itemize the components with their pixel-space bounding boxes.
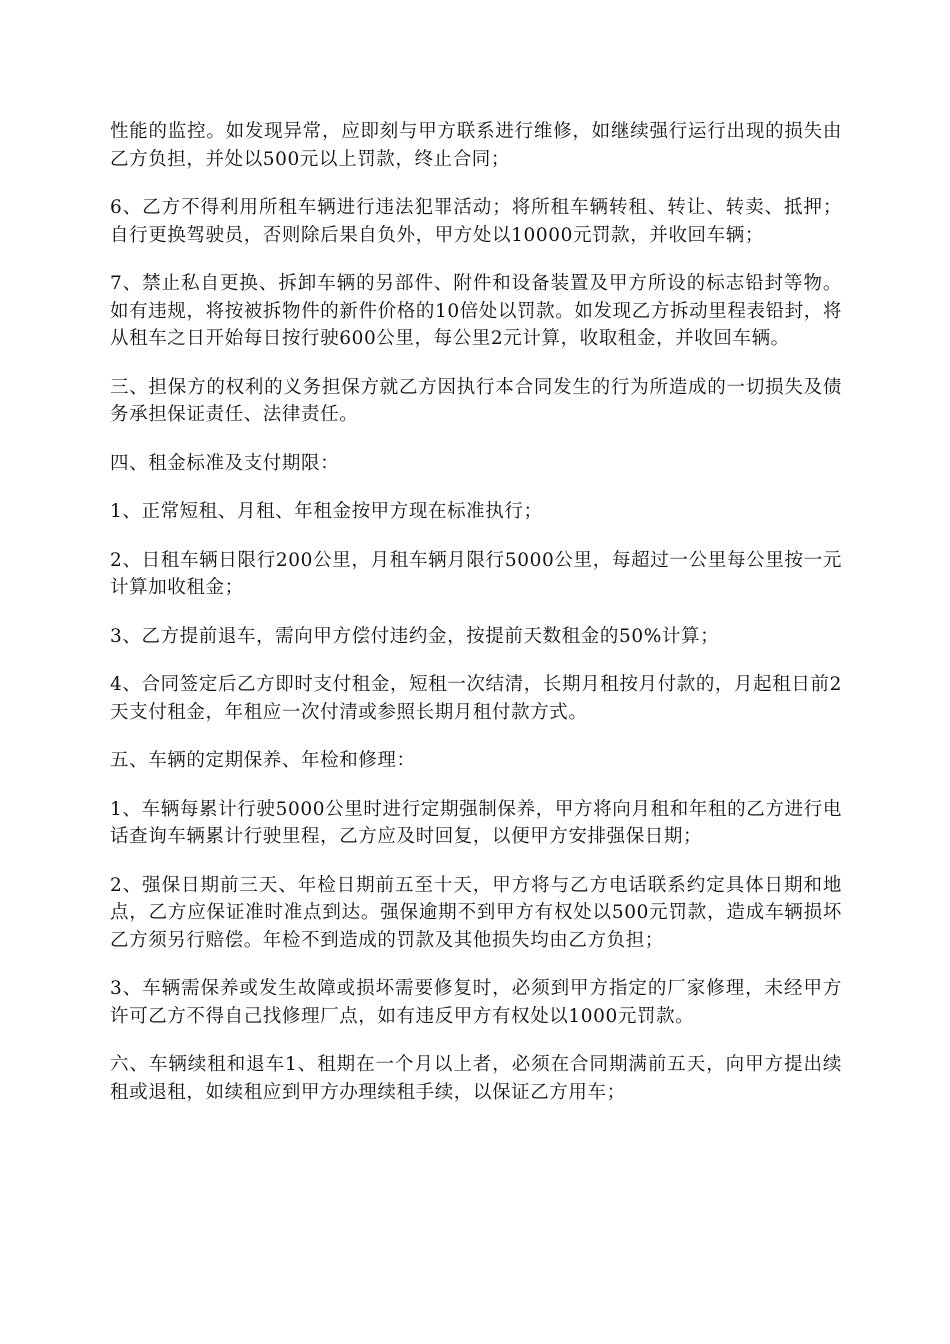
- paragraph-section-6-renewal: 六、车辆续租和退车1、租期在一个月以上者，必须在合同期满前五天，向甲方提出续租或退租，如续租应到甲方办理续租手续，以保证乙方用车；: [110, 1054, 842, 1103]
- paragraph-section-4-heading: 四、租金标准及支付期限：: [110, 452, 340, 474]
- paragraph-clause-6: 6、乙方不得利用所租车辆进行违法犯罪活动；将所租车辆转租、转让、转卖、抵押；自行更换驾驶员，否则除后果自负外，甲方处以10000元罚款，并收回车辆；: [110, 197, 842, 246]
- paragraph-section-5-heading: 五、车辆的定期保养、年检和修理：: [110, 750, 416, 771]
- paragraph-maintenance-item-2: 2、强保日期前三天、年检日期前五至十天，甲方将与乙方电话联系约定具体日期和地点，乙方应保证准时准点到达。强保逾期不到甲方有权处以500元罚款，造成车辆损坏乙方须另行赔偿。年检不到造成的罚款及其他损失均由乙方负担；: [110, 874, 842, 951]
- paragraph-rent-item-4: 4、合同签定后乙方即时支付租金，短租一次结清，长期月租按月付款的，月起租日前2天支付租金，年租应一次付清或参照长期月租付款方式。: [110, 674, 842, 723]
- paragraph-rent-item-1: 1、正常短租、月租、年租金按甲方现在标准执行；: [110, 501, 543, 522]
- paragraph-maintenance-item-1: 1、车辆每累计行驶5000公里时进行定期强制保养，甲方将向月租和年租的乙方进行电话查询车辆累计行驶里程，乙方应及时回复，以便甲方安排强保日期；: [110, 798, 842, 847]
- paragraph-section-3-guarantor: 三、担保方的权利的义务担保方就乙方因执行本合同发生的行为所造成的一切损失及债务承担保证责任、法律责任。: [110, 376, 842, 425]
- paragraph-maintenance-item-3: 3、车辆需保养或发生故障或损坏需要修复时，必须到甲方指定的厂家修理，未经甲方许可乙方不得自己找修理厂点，如有违反甲方有权处以1000元罚款。: [110, 978, 842, 1027]
- paragraph-monitoring-clause: 性能的监控。如发现异常，应即刻与甲方联系进行维修，如继续强行运行出现的损失由乙方负担，并处以500元以上罚款，终止合同；: [110, 121, 842, 170]
- document-body: [110, 118, 842, 1127]
- paragraph-clause-7: 7、禁止私自更换、拆卸车辆的另部件、附件和设备装置及甲方所设的标志铅封等物。如有违规，将按被拆物件的新件价格的10倍处以罚款。如发现乙方拆动里程表铅封，将从租车之日开始每日按行驶600公里，每公里2元计算，收取租金，并收回车辆。: [110, 273, 842, 349]
- paragraph-rent-item-2: 2、日租车辆日限行200公里，月租车辆月限行5000公里，每超过一公里每公里按一元计算加收租金；: [110, 549, 842, 598]
- paragraph-rent-item-3: 3、乙方提前退车，需向甲方偿付违约金，按提前天数租金的50%计算；: [110, 625, 720, 647]
